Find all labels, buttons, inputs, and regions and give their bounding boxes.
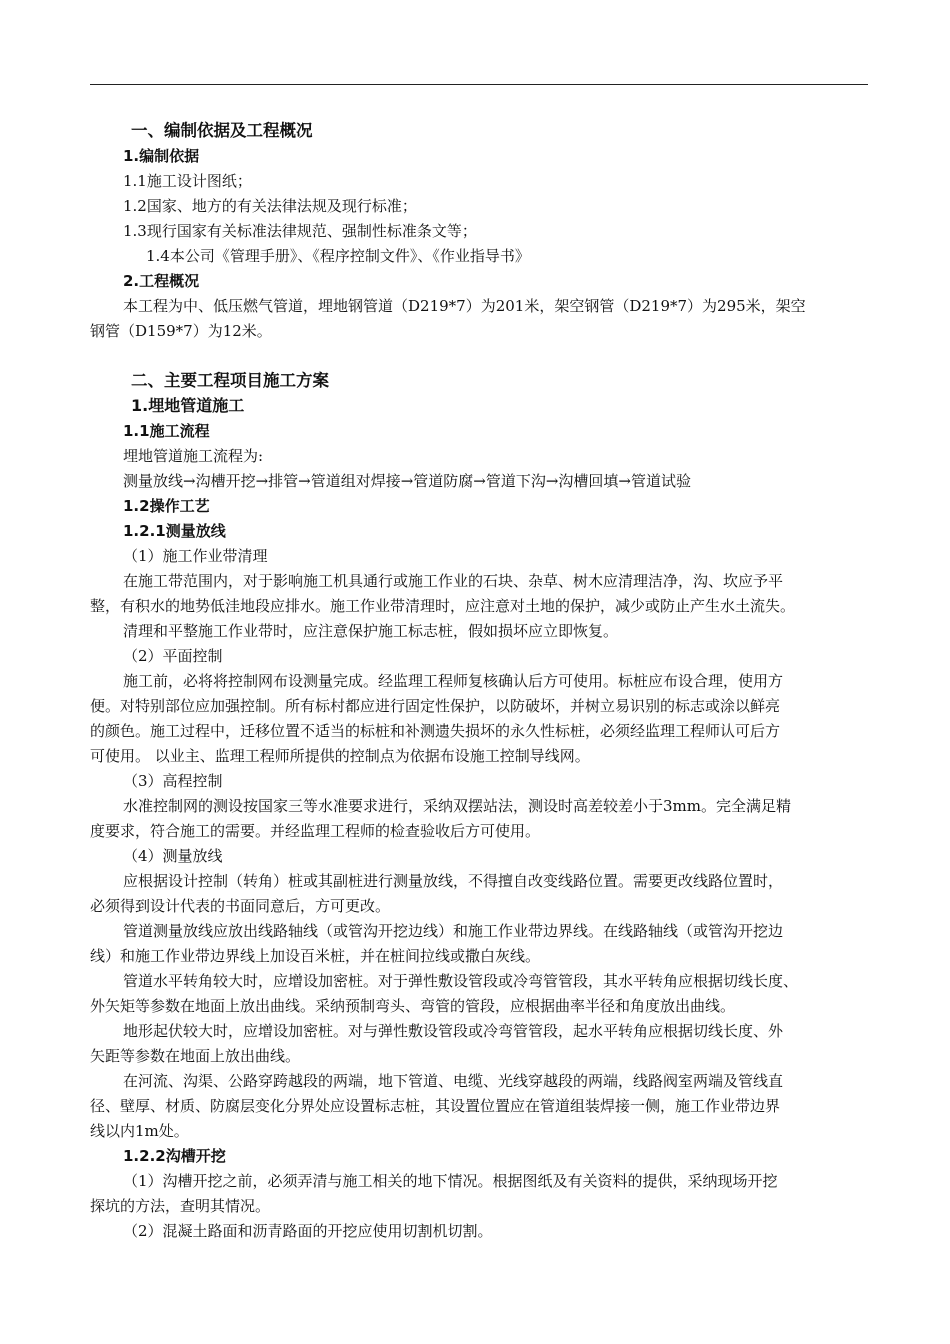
section-title-1: 一、编制依据及工程概况 (131, 121, 313, 140)
paragraph-line: 施工前，必将将控制网布设测量完成。经监理工程师复核确认后方可使用。标桩应布设合理，使用方 (123, 672, 784, 690)
paragraph-line: 可使用。 以业主、监理工程师所提供的控制点为依据布设施工控制导线网。 (90, 747, 590, 765)
paragraph-line: 探坑的方法，查明其情况。 (90, 1197, 271, 1215)
paragraph-line: 在施工带范围内，对于影响施工机具通行或施工作业的石块、杂草、树木应清理洁净，沟、坎应予平 (123, 572, 784, 590)
heading-overview: 2.工程概况 (123, 272, 200, 290)
paragraph-line: （2）混凝土路面和沥青路面的开挖应使用切割机切割。 (123, 1222, 493, 1240)
basis-item: 1.1施工设计图纸； (123, 172, 252, 190)
heading-1-2-2: 1.2.2沟槽开挖 (123, 1147, 226, 1165)
paragraph-line: 矢距等参数在地面上放出曲线。 (90, 1047, 301, 1065)
paragraph-line: 整，有积水的地势低洼地段应排水。施工作业带清理时，应注意对土地的保护，减少或防止产生水土流失。 (90, 597, 796, 615)
heading-1-2: 1.2操作工艺 (123, 497, 210, 515)
item-heading: （2）平面控制 (123, 647, 223, 665)
paragraph-line: （1）沟槽开挖之前，必须弄清与施工相关的地下情况。根据图纸及有关资料的提供，采纳现场开挖 (123, 1172, 778, 1190)
item-heading: （1）施工作业带清理 (123, 547, 268, 565)
paragraph-line: 应根据设计控制（转角）桩或其副桩进行测量放线，不得擅自改变线路位置。需要更改线路位置时， (123, 872, 784, 890)
heading-buried-pipe: 1.埋地管道施工 (131, 396, 245, 415)
paragraph-line: 管道测量放线应放出线路轴线（或管沟开挖边线）和施工作业带边界线。在线路轴线（或管沟开挖边 (123, 922, 784, 940)
paragraph-line: 清理和平整施工作业带时，应注意保护施工标志桩，假如损坏应立即恢复。 (123, 622, 619, 640)
overview-line: 本工程为中、低压燃气管道，埋地钢管道（D219*7）为201米，架空钢管（D219*7）为295米，架空 (123, 297, 806, 315)
heading-1-2-1: 1.2.1测量放线 (123, 522, 226, 540)
item-heading: （3）高程控制 (123, 772, 223, 790)
heading-basis: 1.编制依据 (123, 147, 200, 165)
item-heading: （4）测量放线 (123, 847, 223, 865)
overview-line: 钢管（D159*7）为12米。 (90, 322, 272, 340)
heading-1-1: 1.1施工流程 (123, 422, 210, 440)
paragraph-line: 度要求，符合施工的需要。并经监理工程师的检查验收后方可使用。 (90, 822, 541, 840)
paragraph-line: 在河流、沟渠、公路穿跨越段的两端，地下管道、电缆、光线穿越段的两端，线路阀室两端及管线直 (123, 1072, 784, 1090)
header-rule (90, 84, 868, 85)
paragraph-line: 便。对特别部位应加强控制。所有标村都应进行固定性保护，以防破坏，并树立易识别的标志或涂以鲜亮 (90, 697, 781, 715)
paragraph-line: 的颜色。施工过程中，迁移位置不适当的标桩和补测遗失损坏的永久性标桩，必须经监理工程师认可后方 (90, 722, 781, 740)
basis-item: 1.4本公司《管理手册》、《程序控制文件》、《作业指导书》 (146, 247, 530, 265)
paragraph-line: 线）和施工作业带边界线上加设百米桩，并在桩间拉线或撒白灰线。 (90, 947, 541, 965)
paragraph-line: 必须得到设计代表的书面同意后，方可更改。 (90, 897, 391, 915)
section-title-2: 二、主要工程项目施工方案 (131, 371, 329, 390)
paragraph-line: 外矢矩等参数在地面上放出曲线。采纳预制弯头、弯管的管段，应根据曲率半径和角度放出曲线。 (90, 997, 736, 1015)
paragraph-line: 线以内1m处。 (90, 1122, 189, 1140)
paragraph-line: 地形起伏较大时，应增设加密桩。对与弹性敷设管段或冷弯管管段，起水平转角应根据切线长度、外 (123, 1022, 784, 1040)
paragraph-line: 径、壁厚、材质、防腐层变化分界处应设置标志桩，其设置位置应在管道组装焊接一侧，施工作业带边界 (90, 1097, 781, 1115)
flow-intro: 埋地管道施工流程为: (123, 447, 264, 465)
paragraph-line: 管道水平转角较大时，应增设加密桩。对于弹性敷设管段或冷弯管管段，其水平转角应根据切线长度、 (123, 972, 799, 990)
basis-item: 1.3现行国家有关标准法律规范、强制性标准条文等； (123, 222, 477, 240)
basis-item: 1.2国家、地方的有关法律法规及现行标准； (123, 197, 417, 215)
flow-steps: 测量放线→沟槽开挖→排管→管道组对焊接→管道防腐→管道下沟→沟槽回填→管道试验 (123, 472, 691, 490)
paragraph-line: 水准控制网的测设按国家三等水准要求进行，采纳双摆站法，测设时高差较差小于3mm。完全满足精 (123, 797, 791, 815)
